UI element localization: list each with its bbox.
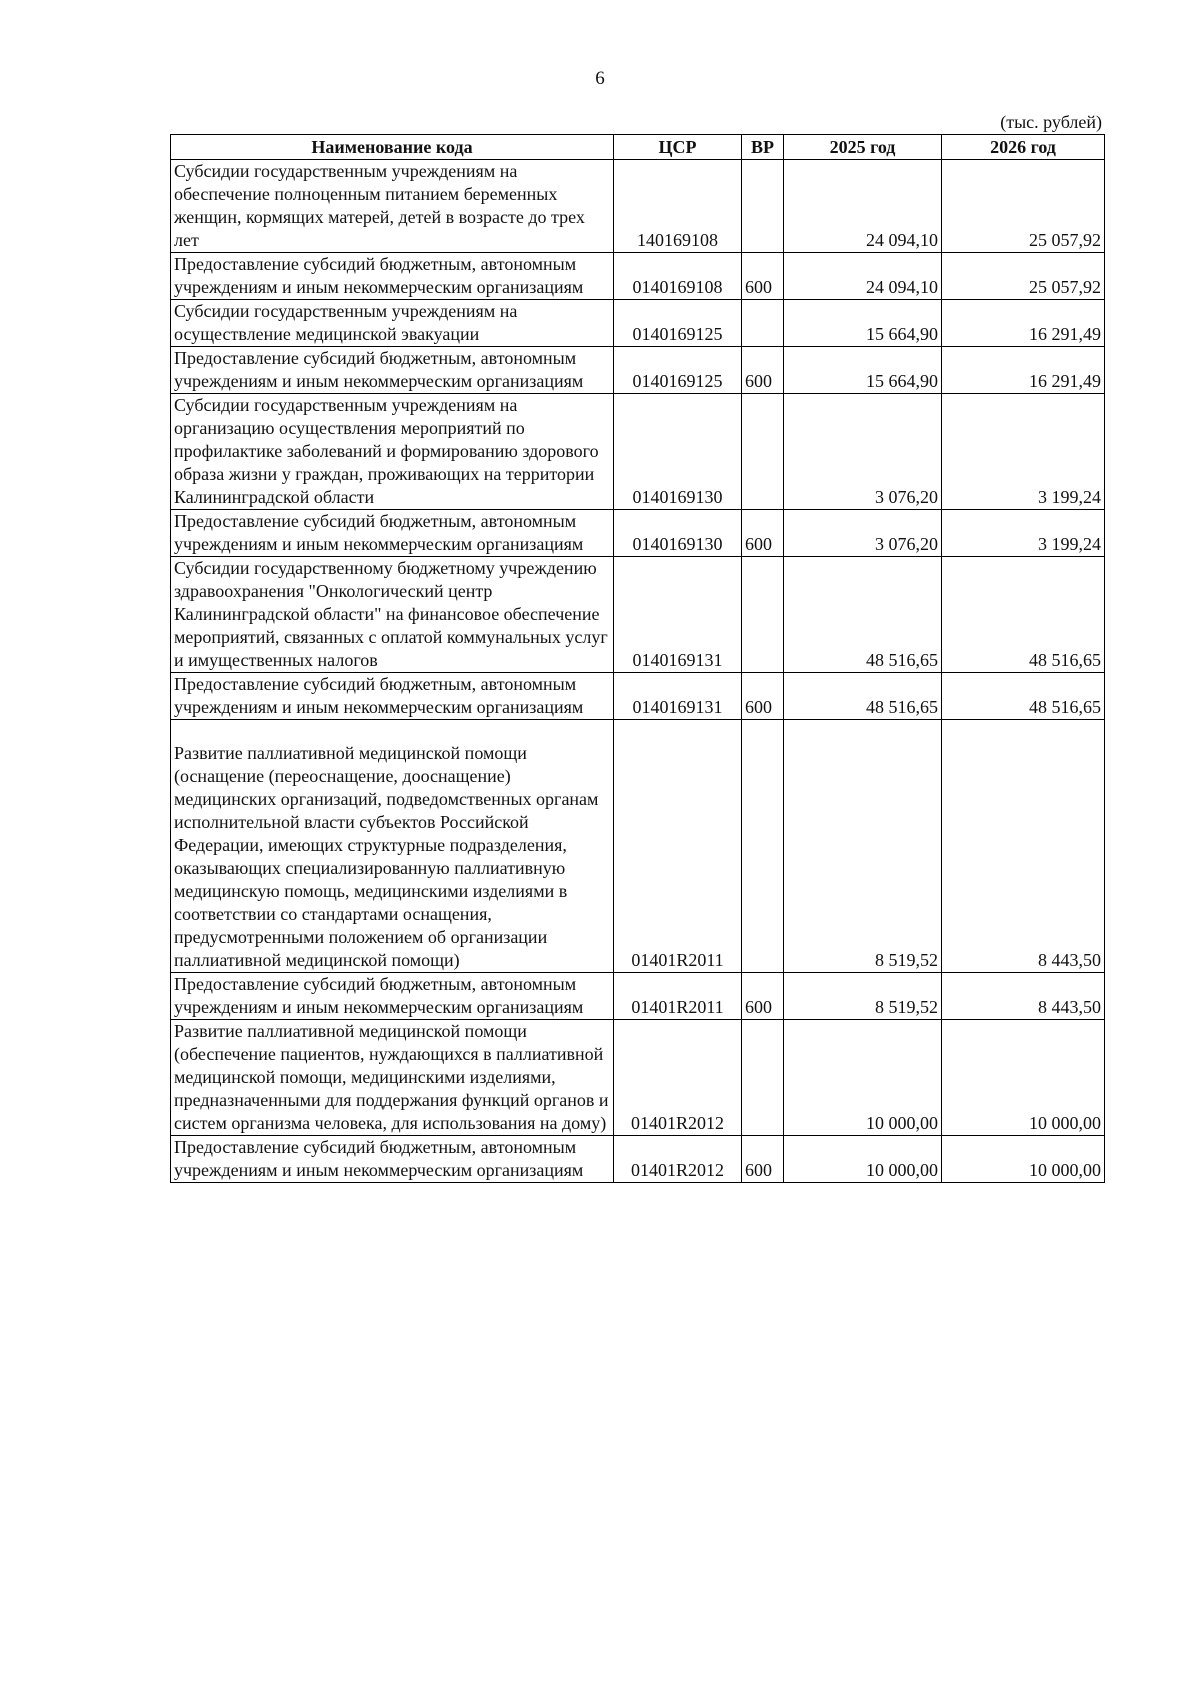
row-name: Развитие паллиативной медицинской помощи (обеспечение пациентов, нуждающихся в паллиативной медицинской помощи, медицинскими изделиями, предназначенными для поддержания функций органов и систем организма человека, для использования на дому) — [171, 1020, 614, 1136]
table-row — [171, 300, 1105, 347]
row-name: Предоставление субсидий бюджетным, автономным учреждениям и иным некоммерческим организациям — [171, 973, 614, 1020]
row-2025: 3 076,20 — [784, 394, 942, 510]
row-csr: 01401R2011 — [614, 973, 742, 1020]
row-vr — [742, 557, 784, 673]
row-name: Предоставление субсидий бюджетным, автономным учреждениям и иным некоммерческим организациям — [171, 253, 614, 300]
row-csr: 0140169108 — [614, 253, 742, 300]
row-2026: 25 057,92 — [942, 253, 1105, 300]
header-vr: ВР — [742, 135, 784, 160]
table-row — [171, 160, 1105, 253]
units-label: (тыс. рублей) — [1000, 112, 1102, 132]
row-2025: 15 664,90 — [784, 347, 942, 394]
table-row — [171, 394, 1105, 510]
row-2025: 48 516,65 — [784, 673, 942, 720]
row-csr: 01401R2011 — [614, 720, 742, 973]
row-vr: 600 — [742, 973, 784, 1020]
row-vr — [742, 720, 784, 973]
row-2025: 24 094,10 — [784, 253, 942, 300]
row-csr: 140169108 — [614, 160, 742, 253]
row-2025: 3 076,20 — [784, 510, 942, 557]
header-name: Наименование кода — [171, 135, 614, 160]
row-name: Предоставление субсидий бюджетным, автономным учреждениям и иным некоммерческим организациям — [171, 510, 614, 557]
table-row — [171, 557, 1105, 673]
row-2026: 3 199,24 — [942, 510, 1105, 557]
row-2026: 16 291,49 — [942, 347, 1105, 394]
row-2026: 10 000,00 — [942, 1020, 1105, 1136]
row-2026: 25 057,92 — [942, 160, 1105, 253]
row-2026: 48 516,65 — [942, 557, 1105, 673]
row-vr: 600 — [742, 510, 784, 557]
table-row — [171, 510, 1105, 557]
table-row — [171, 720, 1105, 973]
row-vr — [742, 1020, 784, 1136]
row-name: Развитие паллиативной медицинской помощи (оснащение (переоснащение, дооснащение) медицинских организаций, подведомственных органам исполнительной власти субъектов Российской Федерации, имеющих структурные подразделения, оказывающих специализированную паллиативную медицинскую помощь, медицинскими изделиями в соответствии со стандартами оснащения, предусмотренными положением об организации паллиативной медицинской помощи) — [171, 720, 614, 973]
row-2026: 10 000,00 — [942, 1136, 1105, 1183]
header-2025: 2025 год — [784, 135, 942, 160]
header-2026: 2026 год — [942, 135, 1105, 160]
row-2026: 8 443,50 — [942, 973, 1105, 1020]
table-header-row — [171, 135, 1105, 160]
row-vr — [742, 394, 784, 510]
budget-table — [170, 134, 1105, 1183]
table-row — [171, 347, 1105, 394]
row-2026: 48 516,65 — [942, 673, 1105, 720]
table-row — [171, 973, 1105, 1020]
row-vr: 600 — [742, 1136, 784, 1183]
row-csr: 0140169131 — [614, 557, 742, 673]
row-name: Субсидии государственным учреждениям на осуществление медицинской эвакуации — [171, 300, 614, 347]
row-2026: 8 443,50 — [942, 720, 1105, 973]
row-csr: 0140169125 — [614, 347, 742, 394]
row-vr: 600 — [742, 347, 784, 394]
row-csr: 01401R2012 — [614, 1020, 742, 1136]
row-2025: 15 664,90 — [784, 300, 942, 347]
row-2026: 16 291,49 — [942, 300, 1105, 347]
row-name: Предоставление субсидий бюджетным, автономным учреждениям и иным некоммерческим организациям — [171, 1136, 614, 1183]
header-csr: ЦСР — [614, 135, 742, 160]
table-row — [171, 253, 1105, 300]
row-name: Субсидии государственным учреждениям на организацию осуществления мероприятий по профилактике заболеваний и формированию здорового образа жизни у граждан, проживающих на территории Калининградской области — [171, 394, 614, 510]
row-csr: 0140169130 — [614, 510, 742, 557]
row-name: Предоставление субсидий бюджетным, автономным учреждениям и иным некоммерческим организациям — [171, 673, 614, 720]
row-2025: 10 000,00 — [784, 1136, 942, 1183]
row-2025: 48 516,65 — [784, 557, 942, 673]
row-2025: 8 519,52 — [784, 720, 942, 973]
table-row — [171, 673, 1105, 720]
row-vr — [742, 160, 784, 253]
row-csr: 0140169125 — [614, 300, 742, 347]
row-2025: 24 094,10 — [784, 160, 942, 253]
row-name: Субсидии государственному бюджетному учреждению здравоохранения "Онкологический центр Калининградской области" на финансовое обеспечение мероприятий, связанных с оплатой коммунальных услуг и имущественных налогов — [171, 557, 614, 673]
row-vr — [742, 300, 784, 347]
row-2025: 8 519,52 — [784, 973, 942, 1020]
row-csr: 0140169131 — [614, 673, 742, 720]
page-number: 6 — [595, 68, 605, 89]
row-2025: 10 000,00 — [784, 1020, 942, 1136]
row-name: Предоставление субсидий бюджетным, автономным учреждениям и иным некоммерческим организациям — [171, 347, 614, 394]
table-row — [171, 1136, 1105, 1183]
row-vr: 600 — [742, 673, 784, 720]
row-csr: 0140169130 — [614, 394, 742, 510]
row-2026: 3 199,24 — [942, 394, 1105, 510]
row-vr: 600 — [742, 253, 784, 300]
row-csr: 01401R2012 — [614, 1136, 742, 1183]
table-row — [171, 1020, 1105, 1136]
row-name: Субсидии государственным учреждениям на обеспечение полноценным питанием беременных женщин, кормящих матерей, детей в возрасте до трех лет — [171, 160, 614, 253]
